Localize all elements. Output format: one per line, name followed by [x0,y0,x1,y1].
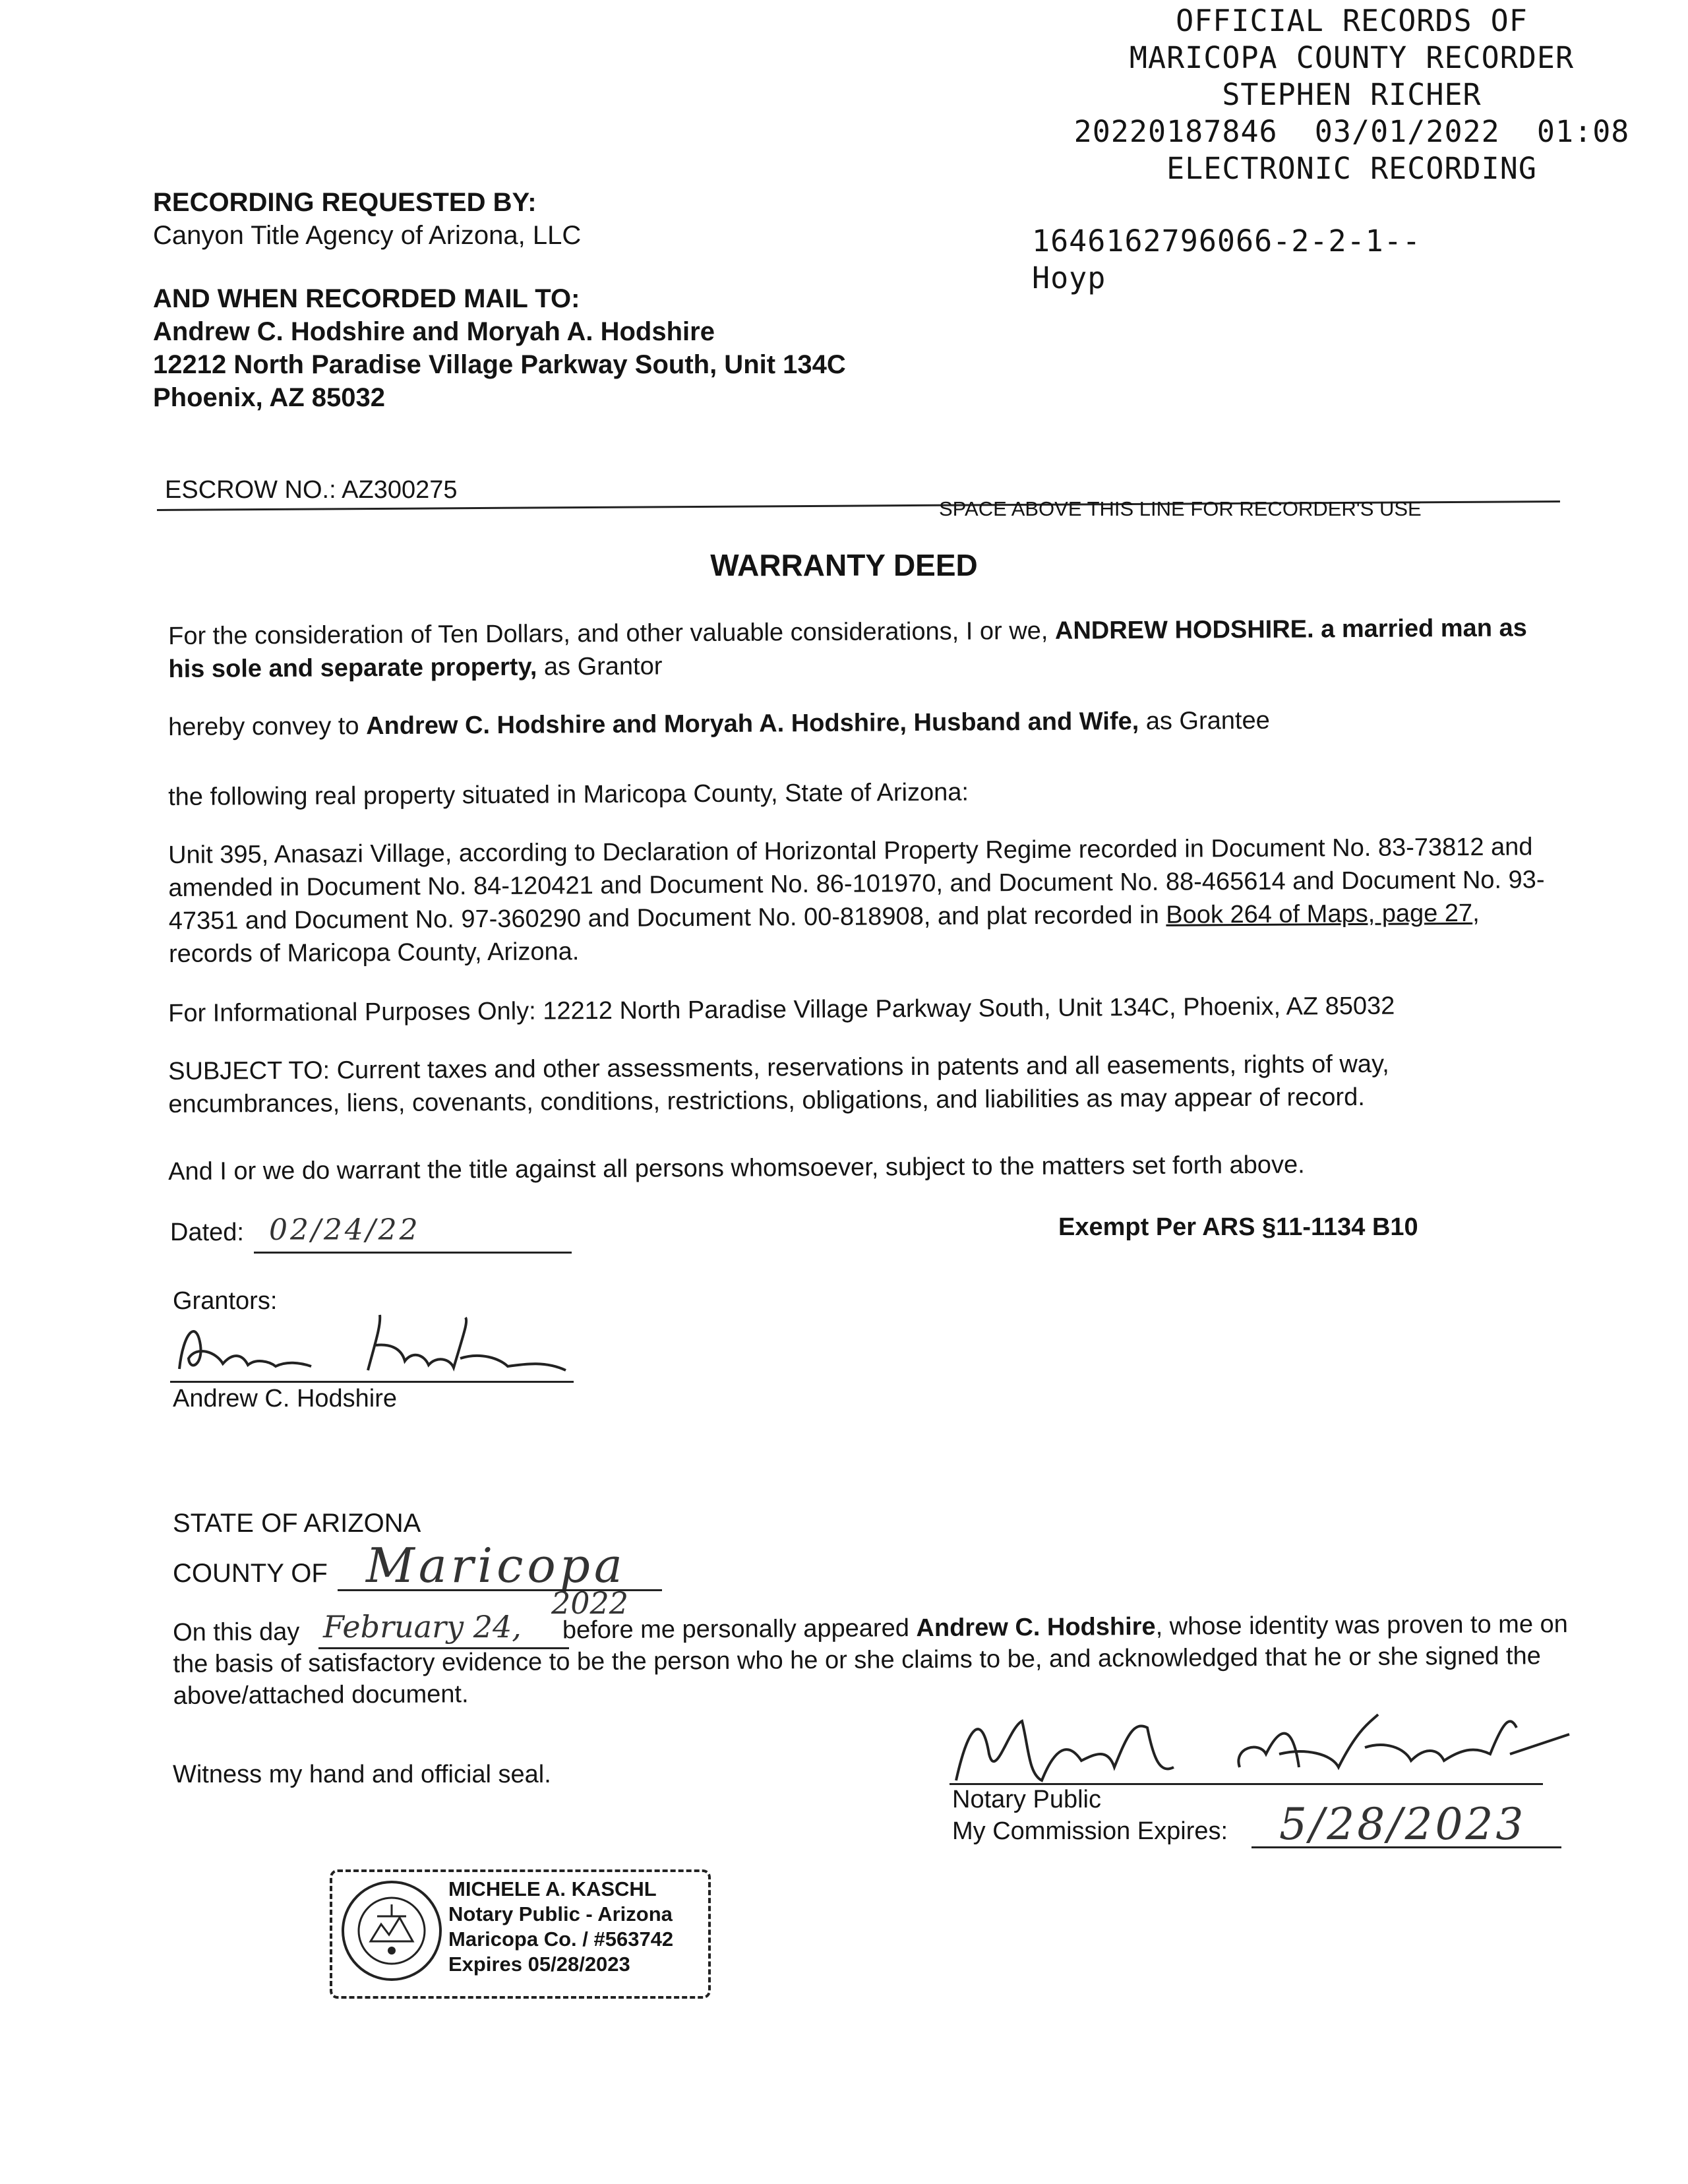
consideration-paragraph [168,611,1560,686]
reference-number: 1646162796066-2-2-1-- [1032,224,1421,258]
warranty-paragraph: And I or we do warrant the title against all persons whomsoever, subject to the matters set forth above. [168,1151,1305,1186]
seal-text [448,1877,673,1977]
recorder-line-3: STEPHEN RICHER [1222,77,1482,112]
recorder-stamp [1029,3,1675,187]
dated-value: 02/24/22 [269,1213,421,1247]
p2-text-a: hereby convey to [168,712,367,741]
acknowledgment-day: February 24, [323,1609,522,1645]
seal-expiration: Expires 05/28/2023 [448,1953,630,1976]
commission-underline [1251,1846,1561,1848]
recording-number: 20220187846 03/01/2022 01:08 [1073,114,1630,149]
mail-name: Andrew C. Hodshire and Moryah A. Hodshire [153,317,715,346]
grantor-signature-line [170,1381,574,1383]
mail-label: AND WHEN RECORDED MAIL TO: [153,284,580,313]
dated-label: Dated: [170,1219,244,1246]
property-intro: the following real property situated in Maricopa County, State of Arizona: [168,778,969,811]
document-reference [1032,223,1421,297]
county-value: Maricopa [366,1538,626,1593]
p1-text-c: as Grantor [537,652,663,681]
notary-signature-line [950,1783,1543,1785]
recording-requested-block [153,186,581,252]
grantors-label: Grantors: [173,1287,278,1315]
handwritten-signature-icon [170,1306,574,1378]
acknowledgment-year: 2022 [551,1585,629,1621]
acknowledgment-paragraph [173,1608,1578,1712]
commission-expiration: 5/28/2023 [1279,1799,1526,1850]
handwritten-signature-icon [950,1708,1576,1787]
state-seal-icon [339,1878,444,1984]
recorder-line-1: OFFICIAL RECORDS OF [1176,3,1528,38]
mail-to-block [153,282,846,414]
recorder-line-2: MARICOPA COUNTY RECORDER [1129,40,1575,75]
notary-public-label: Notary Public [952,1786,1101,1813]
exemption-note: Exempt Per ARS §11-1134 B10 [1058,1213,1418,1241]
document-title: WARRANTY DEED [710,548,978,582]
convey-paragraph [168,702,1559,744]
legal-description [168,830,1560,971]
mail-street: 12212 North Paradise Village Parkway South, Unit 134C [153,350,846,379]
escrow-number: ESCROW NO.: AZ300275 [165,476,458,504]
recorder-space-note: SPACE ABOVE THIS LINE FOR RECORDER'S USE [939,497,1422,520]
seal-title: Notary Public - Arizona [448,1902,673,1926]
witness-statement: Witness my hand and official seal. [173,1761,551,1788]
mail-city: Phoenix, AZ 85032 [153,383,385,412]
recorder-line-5: ELECTRONIC RECORDING [1166,151,1537,186]
legal-text-a: Unit 395, Anasazi Village, according to Declaration of Horizontal Property Regime recorded in Document No. 83-73812 and amended in Document No. 84-120421 and Document No. 86-101970, and Document No. 88-465614 and Document No. 93-47351 and Document No. 97-360290 and Document No. 00-818908, and plat recorded in [168,833,1545,935]
grantor-name: Andrew C. Hodshire [173,1385,398,1412]
legal-text-b: , records of Maricopa County, Arizona. [168,899,1480,968]
grantor-description: ANDREW HODSHIRE. a married man as his sole and separate property, [168,614,1527,683]
plat-reference: Book 264 of Maps, page 27 [1166,899,1473,929]
reference-code: Hoyp [1032,260,1106,295]
ack-text-a: before me personally appeared [562,1614,917,1645]
p1-text-a: For the consideration of Ten Dollars, and other valuable considerations, I or we, [168,617,1056,650]
requested-by: Canyon Title Agency of Arizona, LLC [153,221,582,250]
informational-address: For Informational Purposes Only: 12212 North Paradise Village Parkway South, Unit 134C, Phoenix, AZ 85032 [168,992,1395,1027]
dated-underline [254,1252,572,1254]
seal-notary-name: MICHELE A. KASCHL [448,1877,657,1900]
county-label: COUNTY OF [173,1559,328,1588]
requested-label: RECORDING REQUESTED BY: [153,188,537,217]
grantee-names: Andrew C. Hodshire and Moryah A. Hodshire, Husband and Wife, [365,708,1139,741]
commission-label: My Commission Expires: [952,1817,1228,1845]
p2-text-c: as Grantee [1139,706,1270,736]
seal-county-number: Maricopa Co. / #563742 [448,1927,674,1951]
ack-name: Andrew C. Hodshire [916,1612,1156,1643]
state-label: STATE OF ARIZONA [173,1509,421,1538]
ack-day-prefix: On this day [173,1618,307,1647]
subject-to-paragraph: SUBJECT TO: Current taxes and other assessments, reservations in patents and all easements, rights of way, encumbrances, liens, covenants, conditions, restrictions, obligations, and liabilities as may appear of record. [168,1050,1389,1118]
ack-text-b: , whose identity was proven to me on the basis of satisfactory evidence to be the person who he or she claims to be, and acknowledged that he or she signed the above/attached document. [173,1610,1568,1710]
